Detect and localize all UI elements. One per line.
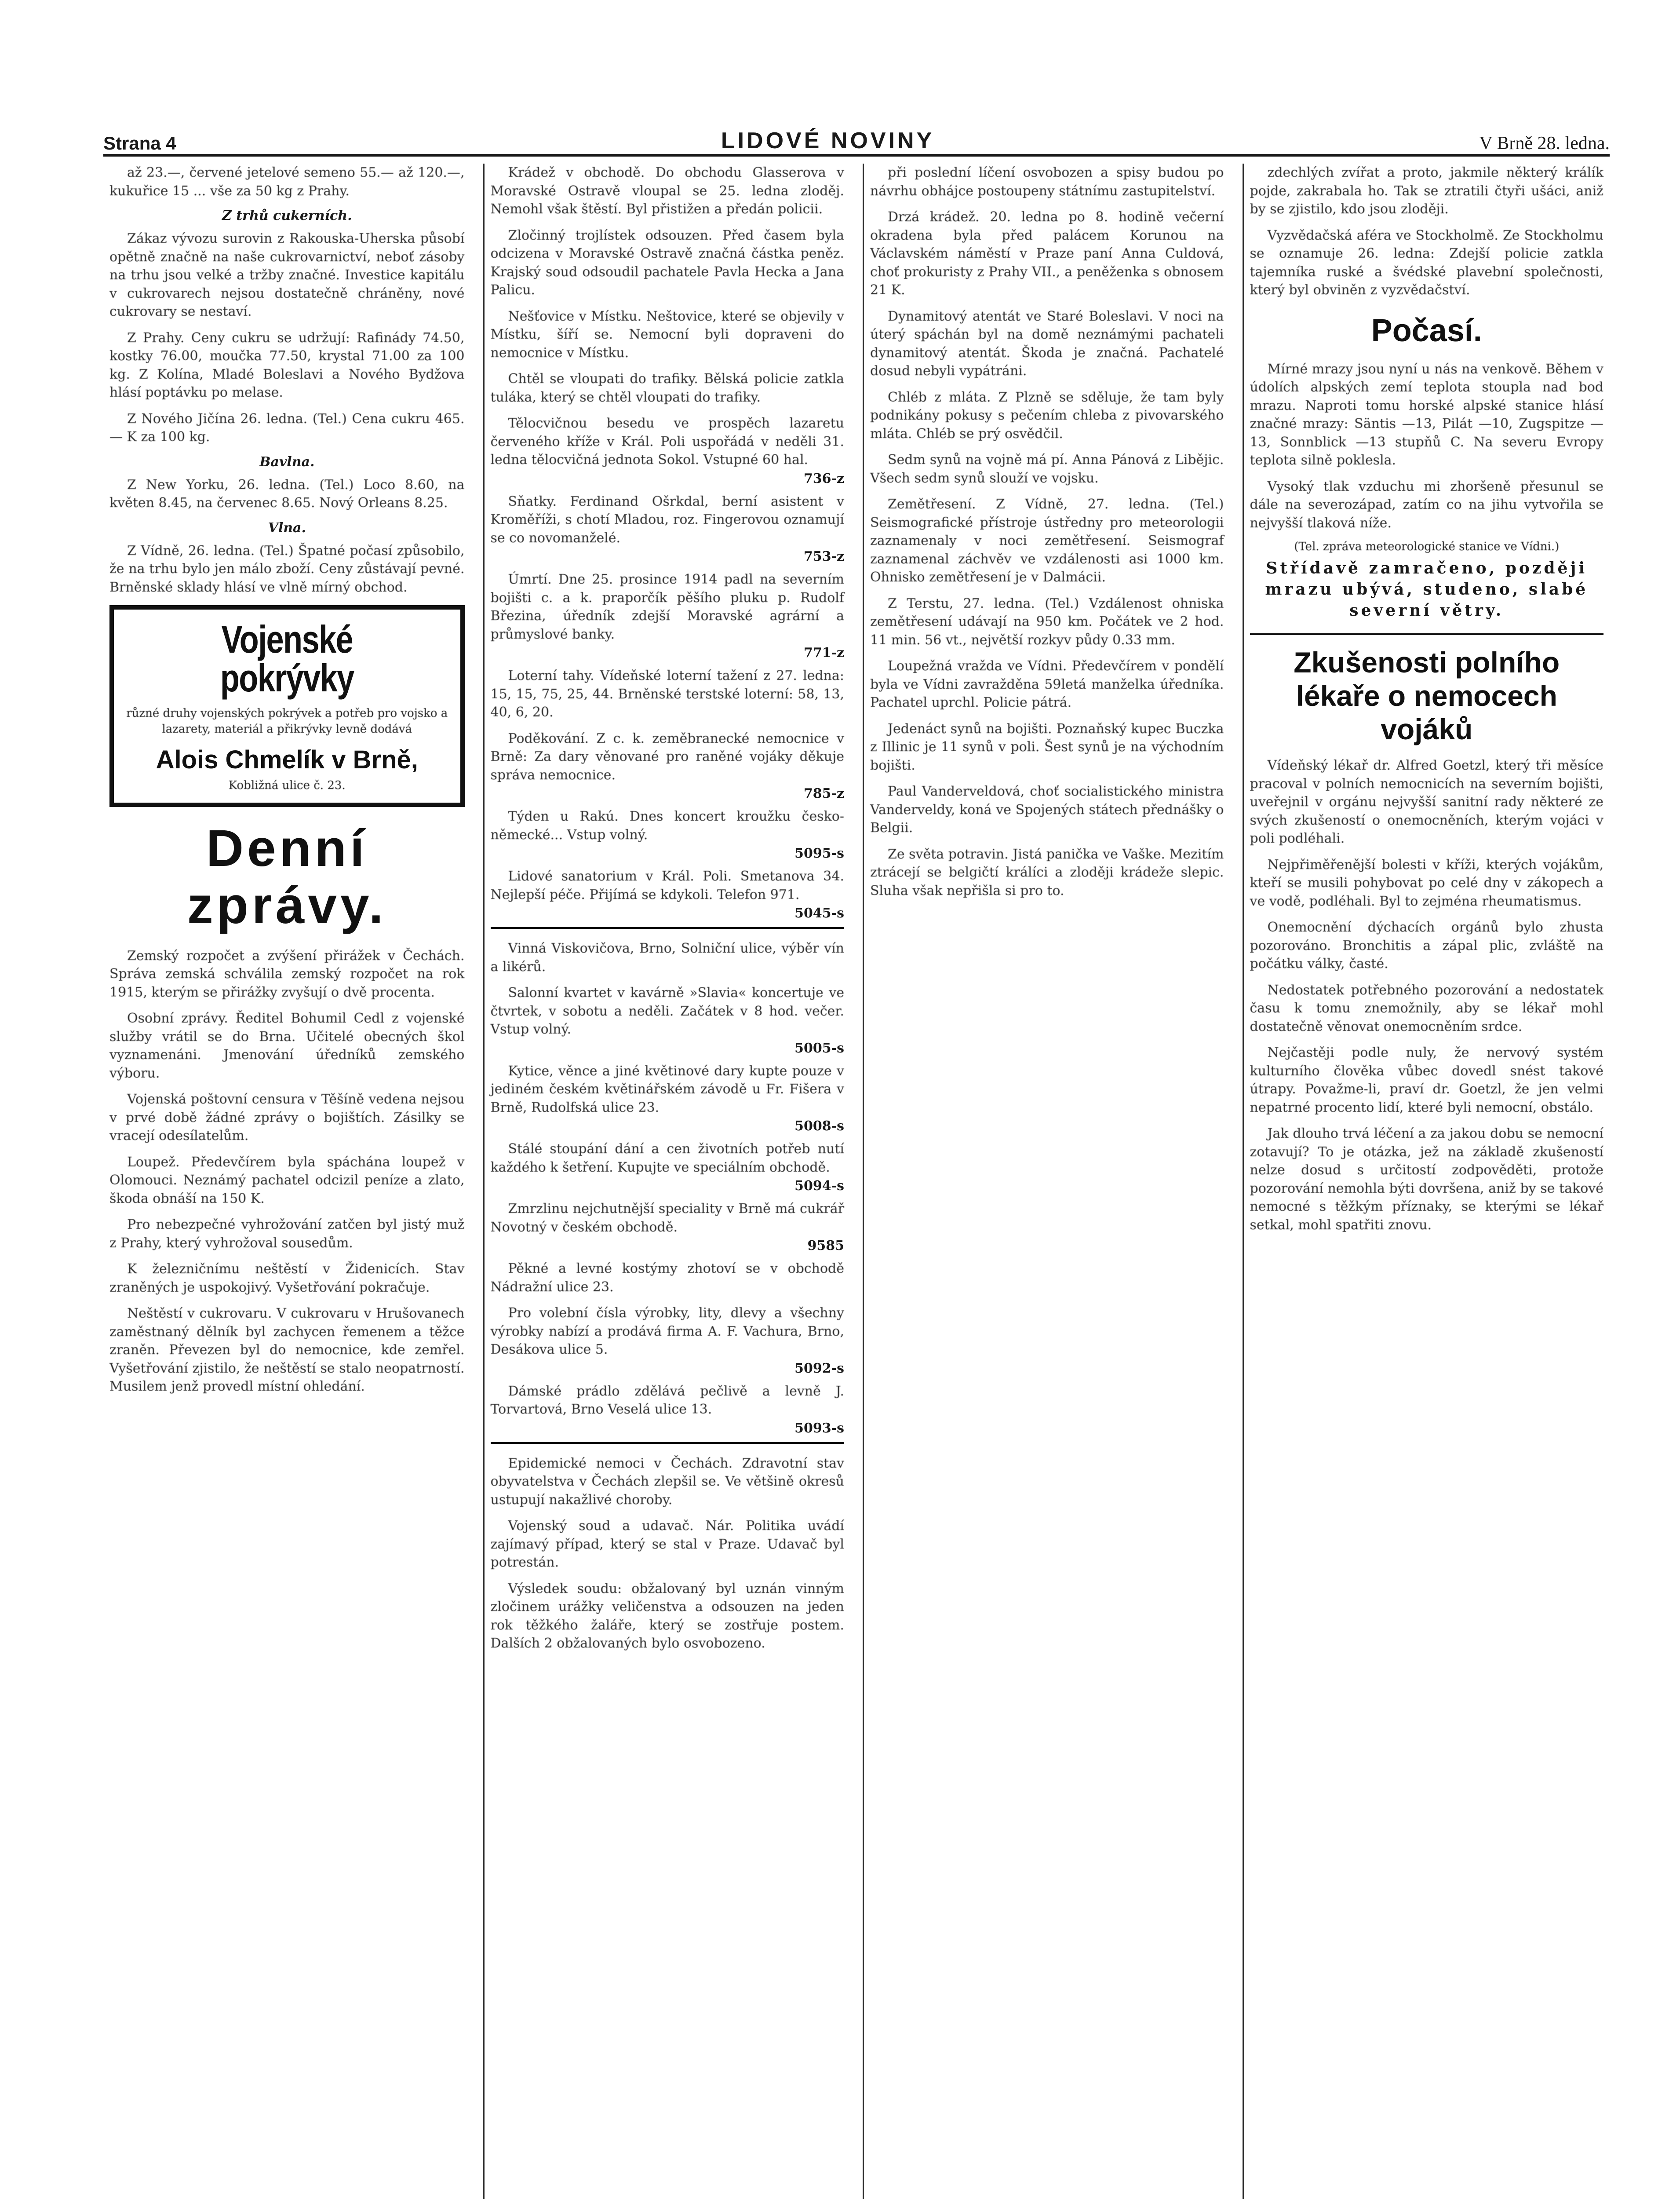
news-paragraph: Pro nebezpečné vyhrožování zatčen byl jistý muž z Prahy, který vyhrožoval sousedům.	[109, 1217, 465, 1251]
section-title-wool: Vlna.	[268, 520, 306, 536]
news-paragraph: Sňatky. Ferdinand Ošrkdal, berní asistent v Kroměříži, s chotí Mladou, roz. Fingerovou oznamují se co novomanželé.	[490, 493, 844, 546]
sugar-paragraph: Z Nového Jičína 26. ledna. (Tel.) Cena cukru 465.— K za 100 kg.	[109, 411, 465, 445]
news-paragraph: Sedm synů na vojně má pí. Anna Pánová z Libějic. Všech sedm synů slouží ve vojsku.	[870, 452, 1224, 486]
news-paragraph: Úmrtí. Dne 25. prosince 1914 padl na severním bojišti c. a k. praporčík pěšího pluku p. Rudolf Březina, úředník zdejší Moravské agrární a průmyslové banky.	[490, 572, 844, 642]
weather-source: (Tel. zpráva meteorologické stanice ve Vídni.)	[1294, 540, 1560, 553]
ad-paragraph: Kytice, věnce a jiné květinové dary kupte pouze v jediném českém květinářském závodě u Fr. Fišera v Brně, Rudolfská ulice 23.	[490, 1063, 844, 1115]
ad-paragraph: Stálé stoupání dání a cen životních potřeb nutí každého k šetření. Kupujte ve speciálním obchodě.	[490, 1141, 844, 1175]
issue-date: V Brně 28. ledna.	[1479, 133, 1610, 153]
news-paragraph: zdechlých zvířat a proto, jakmile některý králík pojde, zakrabala ho. Tak se ztratili čtyři ušáci, aniž by se zjistilo, kdo jsou zloději.	[1250, 165, 1603, 217]
news-paragraph: Loterní tahy. Vídeňské loterní tažení z 27. ledna: 15, 15, 75, 25, 44. Brněnské terstské loterní: 58, 13, 40, 6, 20.	[490, 668, 844, 720]
divider	[1250, 633, 1604, 635]
news-paragraph: Loupež. Předevčírem byla spáchána loupež v Olomouci. Neznámý pachatel odcizil peníze a zlato, škoda obnáší na 150 K.	[109, 1154, 465, 1206]
ad-paragraph: Zmrzlinu nejchutnější speciality v Brně má cukrář Novotný v českém obchodě.	[490, 1201, 844, 1235]
advertisement-box	[109, 605, 465, 807]
news-paragraph: Neštěstí v cukrovaru. V cukrovaru v Hrušovanech zaměstnaný dělník byl zachycen řemenem a těžce zraněn. Převezen byl do nemocnice, kde zemřel. Vyšetřování zjistilo, že neštěstí se stalo neopatrností. Musilem jenž provedl místní ohledání.	[109, 1306, 465, 1395]
news-paragraph: Zemětřesení. Z Vídně, 27. ledna. (Tel.) Seismografické přístroje ústředny pro meteorologii zaznamenaly v noci zemětřesení. Seismograf zaznamenal záchvěv ve vzdálenosti asi 1000 km. Ohnisko zemětřesení je v Dalmácii.	[870, 497, 1224, 585]
ad-paragraph: Vinná Viskovičova, Brno, Solniční ulice, výběr vín a likérů.	[490, 941, 844, 975]
news-paragraph: Drzá krádež. 20. ledna po 8. hodině večerní okradena byla před palácem Korunou na Václavském náměstí v Praze paní Anna Culdová, choť prokuristy z Prahy VII., a peněženka s obnosem 21 K.	[870, 209, 1224, 298]
section-heading-daily-news: Denní zprávy.	[187, 819, 387, 935]
news-paragraph: Chléb z mláta. Z Plzně se sděluje, že tam byly podnikány pokusy s pečením chleba z pivovarského mláta. Chléb se prý osvědčil.	[870, 389, 1224, 442]
weather-paragraph: Mírné mrazy jsou nyní u nás na venkově. Během v údolích alpských zemí teplota stoupla nad bod mrazu. Naproti tomu horské alpské stanice hlásí značné mrazy: Säntis —13, Pilát —10, Zugspitze —13, Sonnblick —13 stupňů C. Na severu Evropy teplota silně poklesla.	[1250, 361, 1603, 468]
news-paragraph: Poděkování. Z c. k. zeměbranecké nemocnice v Brně: Za dary věnované pro raněné vojáky děkuje správa nemocnice.	[490, 731, 844, 783]
section-title-cotton: Bavlna.	[259, 454, 315, 470]
notice-code: 5093-s	[794, 1420, 844, 1436]
ad-paragraph: Pro volební čísla výrobky, lity, dlevy a všechny výrobky nabízí a prodává firma A. F. Vachura, Brno, Desákova ulice 5.	[490, 1305, 844, 1357]
ad-body-text: různé druhy vojenských pokrývek a potřeb pro vojsko a lazarety, materiál a přikrývky levně dodává	[126, 707, 448, 736]
feature-paragraph: Onemocnění dýchacích orgánů bylo zhusta pozorováno. Bronchitis a zápal plic, zvláště na počátku války, časté.	[1250, 920, 1603, 972]
feature-paragraph: Jak dlouho trvá léčení a za jakou dobu se nemocní zotavují? To je otázka, jež na základě zkušeností nelze dosud s určitostí zodpověděti, protože pozorování nemohla býti dovršena, aniž by se takové nemocné s těžkým příznaky, se kterými se lékař setkal, mohl spatřiti znovu.	[1250, 1126, 1603, 1233]
divider	[491, 1442, 845, 1444]
news-paragraph: Dynamitový atentát ve Staré Boleslavi. V noci na úterý spáchán byl na domě neznámými pachateli dynamitový atentát. Škoda je značná. Pachatelé dosud nebyli vypátráni.	[870, 308, 1224, 379]
ad-firm-name: Alois Chmelík v Brně,	[156, 745, 418, 774]
feature-paragraph: Nejpřiměřenější bolesti v kříži, kterých vojákům, kteří se musili pohybovat po celé dny v zákopech a ve vodě, podléhali. Byl to zejména rheumatismus.	[1250, 857, 1603, 909]
news-paragraph: Jedenáct synů na bojišti. Poznaňský kupec Buczka z Illinic je 11 synů v poli. Šest synů je na východním bojišti.	[870, 721, 1224, 773]
news-paragraph: Vyzvědačská aféra ve Stockholmě. Ze Stockholmu se oznamuje 26. ledna: Zdejší policie zatkla tajemníka ruské a švédské plavební společnosti, který byl obviněn z vyzvědačství.	[1250, 227, 1603, 298]
news-paragraph: Zločinný trojlístek odsouzen. Před časem byla odcizena v Moravské Ostravě značná částka peněz. Krajský soud odsoudil pachatele Pavla Hecka a Jana Palicu.	[490, 227, 844, 298]
weather-forecast: Střídavě zamračeno, později mrazu ubývá, studeno, slabé severní větry.	[1265, 559, 1589, 620]
news-paragraph: Nešťovice v Místku. Neštovice, které se objevily v Místku, šíří se. Nemocní byli dopraveni do nemocnice v Místku.	[490, 308, 844, 361]
news-paragraph: Vojenský soud a udavač. Nár. Politika uvádí zajímavý případ, který se stal v Praze. Udavač byl potrestán.	[490, 1518, 844, 1570]
section-title-sugar: Z trhů cukerních.	[222, 208, 352, 223]
notice-code: 5094-s	[794, 1178, 844, 1194]
news-paragraph: Z Terstu, 27. ledna. (Tel.) Vzdálenost ohniska zemětřesení udávají na 950 km. Počátek ve 2 hod. 11 min. 56 vt., největší rozkyv půdy 0.33 mm.	[870, 595, 1224, 648]
cotton-paragraph: Z New Yorku, 26. ledna. (Tel.) Loco 8.60, na květen 8.45, na červenec 8.65. Nový Orleans 8.25.	[109, 477, 465, 511]
masthead	[103, 128, 1610, 157]
news-paragraph: Osobní zprávy. Ředitel Bohumil Cedl z vojenské služby vrátil se do Brna. Učitelé obecných škol vyznamenáni. Jmenování úředníků zemského výboru.	[109, 1011, 465, 1081]
column-2	[483, 164, 851, 2199]
news-paragraph: Zemský rozpočet a zvýšení přirážek v Čechách. Správa zemská schválila zemský rozpočet na rok 1915, kterým se přirážky zvyšují o dvě procenta.	[109, 948, 465, 1000]
news-paragraph: Loupežná vražda ve Vídni. Předevčírem v pondělí byla ve Vídni zavražděna 59letá manželka úředníka. Pachatel uprchl. Policie pátrá.	[870, 658, 1224, 710]
news-paragraph: Ze světa potravin. Jistá panička ve Vaške. Mezitím ztrácejí se belgičtí králíci a zloději krádeže slepic. Sluha však nepřišla si pro to.	[870, 846, 1224, 899]
news-paragraph: K železničnímu neštěstí v Židenicích. Stav zraněných je uspokojivý. Vyšetřování pokračuje.	[109, 1261, 465, 1295]
notice-code: 5045-s	[794, 906, 844, 921]
notice-code: 753-z	[803, 549, 844, 564]
news-paragraph: Vojenská poštovní censura v Těšíně vedena nejsou v prvé době žádné zprávy o bojištích. Zásilky se vracejí odesílatelům.	[109, 1092, 465, 1144]
feature-paragraph: Vídeňský lékař dr. Alfred Goetzl, který tři měsíce pracoval v polních nemocnicích na severním bojišti, uveřejnil v orgánu nejvyšší sanitní rady některé ze svých zkušeností o onemocněních, kterým vojáci v poli podléhali.	[1250, 758, 1603, 846]
notice-code: 736-z	[803, 471, 844, 486]
section-heading-weather: Počasí.	[1371, 313, 1482, 348]
news-paragraph: Chtěl se vloupati do trafiky. Bělská policie zatkla tuláka, který se chtěl vloupati do trafiky.	[490, 371, 844, 405]
column-3	[863, 164, 1230, 2199]
notice-code: 771-z	[803, 645, 844, 661]
feature-article-headline: Zkušenosti polního lékaře o nemocech vojáků	[1294, 646, 1560, 745]
newspaper-title: LIDOVÉ NOVINY	[721, 128, 935, 153]
notice-code: 9585	[807, 1238, 844, 1253]
ad-headline: Vojenské pokrývky	[220, 617, 354, 700]
wool-paragraph: Z Vídně, 26. ledna. (Tel.) Špatné počasí způsobilo, že na trhu bylo jen málo zboží. Ceny zůstávají pevné. Brněnské sklady hlásí ve vlně mírný obchod.	[109, 543, 465, 595]
notice-code: 5095-s	[794, 846, 844, 861]
notice-code: 5092-s	[794, 1360, 844, 1376]
ad-paragraph: Dámské prádlo zdělává pečlivě a levně J. Torvartová, Brno Veselá ulice 13.	[490, 1383, 844, 1417]
notice-code: 5005-s	[794, 1040, 844, 1056]
notice-code: 5008-s	[794, 1118, 844, 1134]
weather-paragraph: Vysoký tlak vzduchu mi zhoršeně přesunul se dále na severozápad, zatím co na jihu vytvořila se nejvyšší tlaková níže.	[1250, 479, 1603, 531]
news-paragraph: při poslední líčení osvobozen a spisy budou po návrhu obhájce postoupeny státnímu zastupitelství.	[870, 165, 1224, 199]
market-intro: až 23.—, červené jetelové semeno 55.— až 120.—, kukuřice 15 ... vše za 50 kg z Prahy.	[109, 165, 465, 199]
article-columns	[103, 164, 1610, 2199]
column-4	[1243, 164, 1610, 2199]
sugar-paragraph: Z Prahy. Ceny cukru se udržují: Rafinády 74.50, kostky 76.00, moučka 77.50, krystal 71.00 za 100 kg. Z Kolína, Mladé Boleslavi a Nového Bydžova hlásí poptávku po melase.	[109, 330, 465, 400]
news-paragraph: Tělocvičnou besedu ve prospěch lazaretu červeného kříže v Král. Poli uspořádá v neděli 31. ledna tělocvičná jednota Sokol. Vstupné 60 hal.	[490, 416, 844, 468]
sugar-paragraph: Zákaz vývozu surovin z Rakouska-Uherska působí opětně značně na naše cukrovarnictví, neboť zásoby na trhu jsou velké a tržby značné. Investice kapitálu v cukrovarech nejsou dostatečně chráněny, nové cukrovary se nestaví.	[109, 231, 465, 319]
news-paragraph: Paul Vanderveldová, choť socialistického ministra Vanderveldy, koná ve Spojených státech přednášky o Belgii.	[870, 784, 1224, 836]
divider	[491, 927, 845, 929]
column-1	[103, 164, 471, 2199]
ad-paragraph: Salonní kvartet v kavárně »Slavia« koncertuje ve čtvrtek, v sobotu a neděli. Začátek v 8 hod. večer. Vstup volný.	[490, 985, 844, 1037]
news-paragraph: Lidové sanatorium v Král. Poli. Smetanova 34. Nejlepší péče. Přijímá se kdykoli. Telefon 971.	[490, 869, 844, 902]
ad-address: Kobližná ulice č. 23.	[228, 779, 346, 792]
news-paragraph: Výsledek soudu: obžalovaný byl uznán vinným zločinem urážky veličenstva a odsouzen na jeden rok těžkého žaláře, který se zostřuje postem. Dalších 2 obžalovaných bylo osvobozeno.	[490, 1581, 844, 1651]
ad-paragraph: Pěkné a levné kostýmy zhotoví se v obchodě Nádražní ulice 23.	[490, 1261, 844, 1295]
page-number: Strana 4	[103, 133, 176, 153]
news-paragraph: Epidemické nemoci v Čechách. Zdravotní stav obyvatelstva v Čechách zlepšil se. Ve většině okresů ustupují nakažlivé choroby.	[490, 1455, 844, 1508]
notice-code: 785-z	[803, 786, 844, 801]
feature-paragraph: Nejčastěji podle nuly, že nervový systém kulturního člověka vůbec dovedl snést takové útrapy. Považme-li, praví dr. Goetzl, že jen velmi nepatrné procento lidí, které byli nemocní, obstálo.	[1250, 1045, 1603, 1115]
feature-paragraph: Nedostatek potřebného pozorování a nedostatek času k tomu znemožnily, aby se lékař mohl dostatečně věnovat onemocněním srdce.	[1250, 982, 1603, 1034]
news-paragraph: Týden u Rakú. Dnes koncert kroužku česko-německé... Vstup volný.	[490, 809, 844, 843]
news-paragraph: Krádež v obchodě. Do obchodu Glasserova v Moravské Ostravě vloupal se 25. ledna zloděj. Nemohl však štěstí. Byl přistižen a předán policii.	[490, 165, 844, 217]
